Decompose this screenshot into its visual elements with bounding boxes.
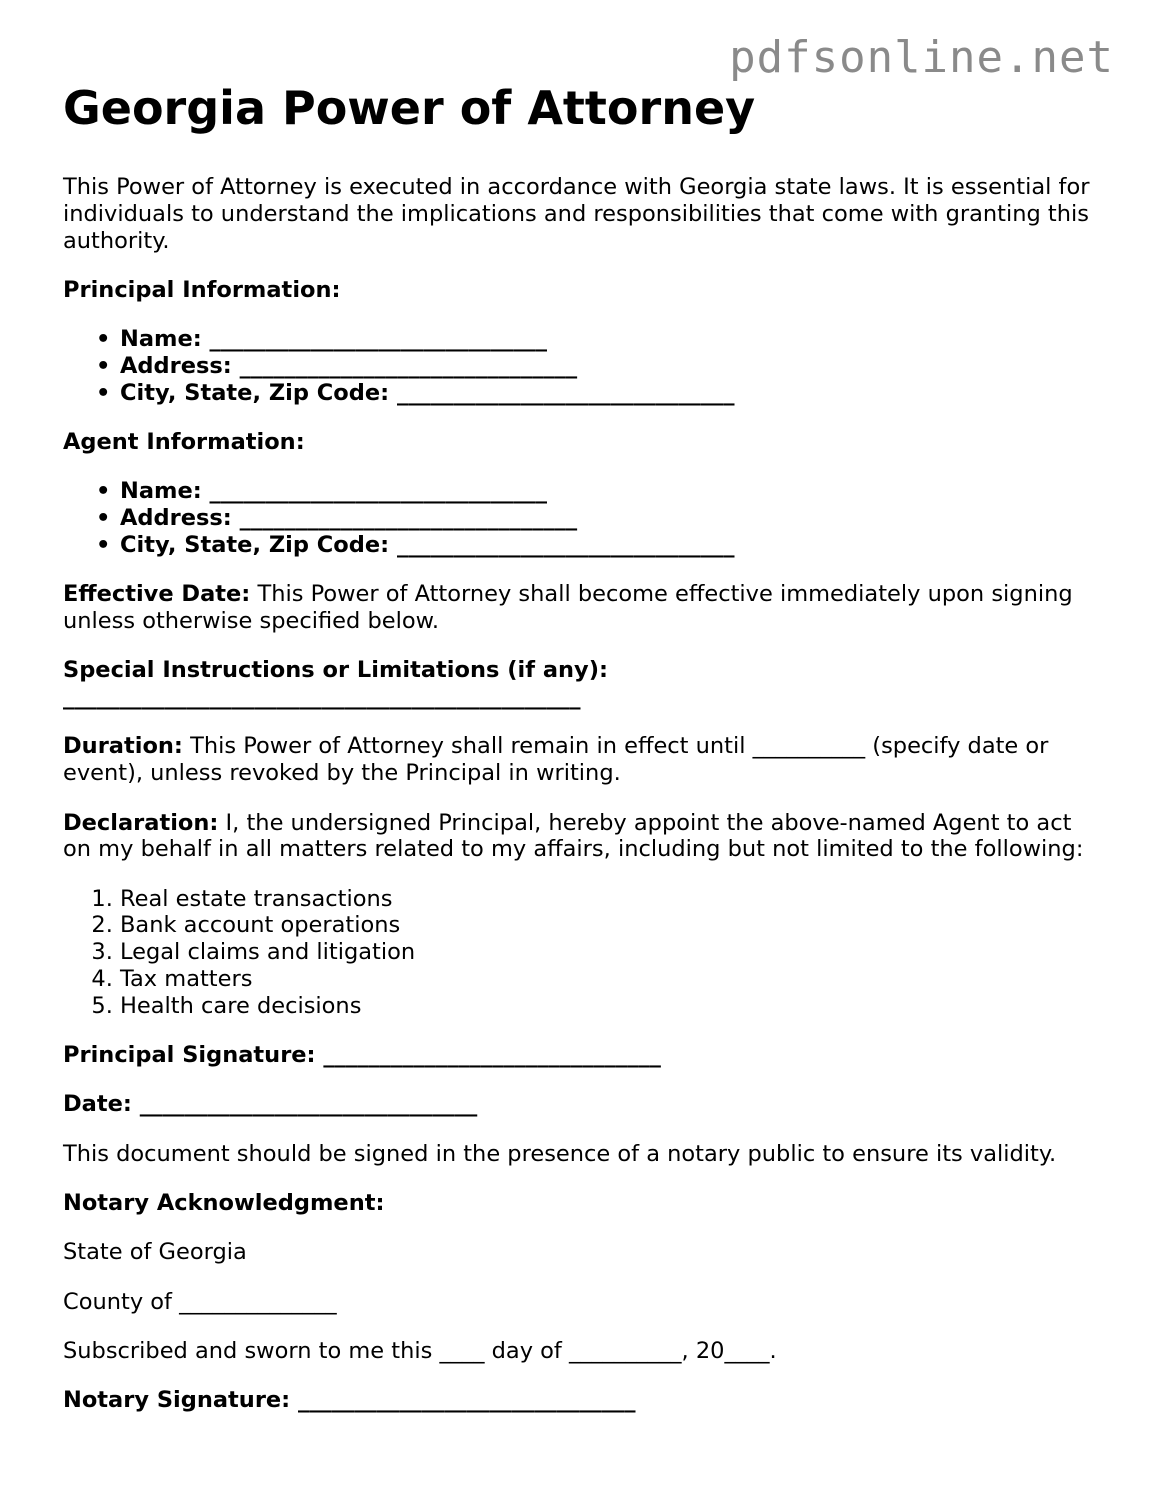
document-page — [63, 82, 1093, 1437]
principal-address-field[interactable]: • Address: ______________________________ — [120, 353, 1093, 380]
notary-signature-field[interactable]: Notary Signature: ______________________________ — [63, 1387, 636, 1414]
notary-county-field[interactable]: County of ______________ — [63, 1288, 337, 1315]
special-instructions-line[interactable]: ______________________________________________ — [63, 684, 581, 711]
agent-address-field[interactable]: • Address: ______________________________ — [120, 505, 1093, 532]
intro-paragraph: This Power of Attorney is executed in accordance with Georgia state laws. It is essential for individuals to understand the implications and responsibilities that come with granting this authority. — [63, 174, 1090, 254]
list-item: 2. Bank account operations — [120, 912, 1093, 939]
principal-info-heading: Principal Information: — [63, 276, 341, 303]
declaration-label: Declaration: — [63, 809, 219, 836]
agent-name-field[interactable]: • Name: ______________________________ — [120, 478, 1093, 505]
effective-date-text: This Power of Attorney shall become effective immediately upon signing unless otherwise specified below. — [63, 581, 1073, 635]
special-instructions-heading: Special Instructions or Limitations (if any): — [63, 657, 608, 684]
duration-paragraph — [63, 733, 1093, 787]
declaration-paragraph — [63, 810, 1093, 864]
notary-note: This document should be signed in the presence of a notary public to ensure its validity. — [63, 1140, 1057, 1167]
notary-heading: Notary Acknowledgment: — [63, 1190, 385, 1217]
effective-date-label: Effective Date: — [63, 581, 251, 608]
list-item: 4. Tax matters — [120, 966, 1093, 993]
duration-text: This Power of Attorney shall remain in effect until __________ (specify date or event), unless revoked by the Principal in writing. — [63, 733, 1049, 787]
declaration-text: I, the undersigned Principal, hereby appoint the above-named Agent to act on my behalf in all matters related to my affairs, including but not limited to the following: — [63, 809, 1084, 863]
special-instructions-block — [63, 657, 1093, 711]
notary-state: State of Georgia — [63, 1239, 247, 1266]
page-title: Georgia Power of Attorney — [63, 81, 756, 135]
agent-city-field[interactable]: • City, State, Zip Code: ______________________________ — [120, 532, 1093, 559]
list-item: 1. Real estate transactions — [120, 886, 1093, 913]
notary-sworn-line[interactable]: Subscribed and sworn to me this ____ day of __________, 20____. — [63, 1337, 777, 1364]
duration-label: Duration: — [63, 733, 183, 760]
list-item: 3. Legal claims and litigation — [120, 939, 1093, 966]
principal-name-field[interactable]: • Name: ______________________________ — [120, 326, 1093, 353]
effective-date-paragraph — [63, 581, 1093, 635]
agent-info-heading: Agent Information: — [63, 429, 305, 456]
date-field[interactable]: Date: ______________________________ — [63, 1091, 478, 1118]
list-item: 5. Health care decisions — [120, 993, 1093, 1020]
principal-info-list — [63, 326, 1093, 406]
principal-city-field[interactable]: • City, State, Zip Code: ______________________________ — [120, 380, 1093, 407]
principal-signature-field[interactable]: Principal Signature: ______________________________ — [63, 1042, 661, 1069]
watermark: pdfsonline.net — [729, 32, 1114, 83]
powers-list — [63, 886, 1093, 1020]
agent-info-list — [63, 478, 1093, 558]
